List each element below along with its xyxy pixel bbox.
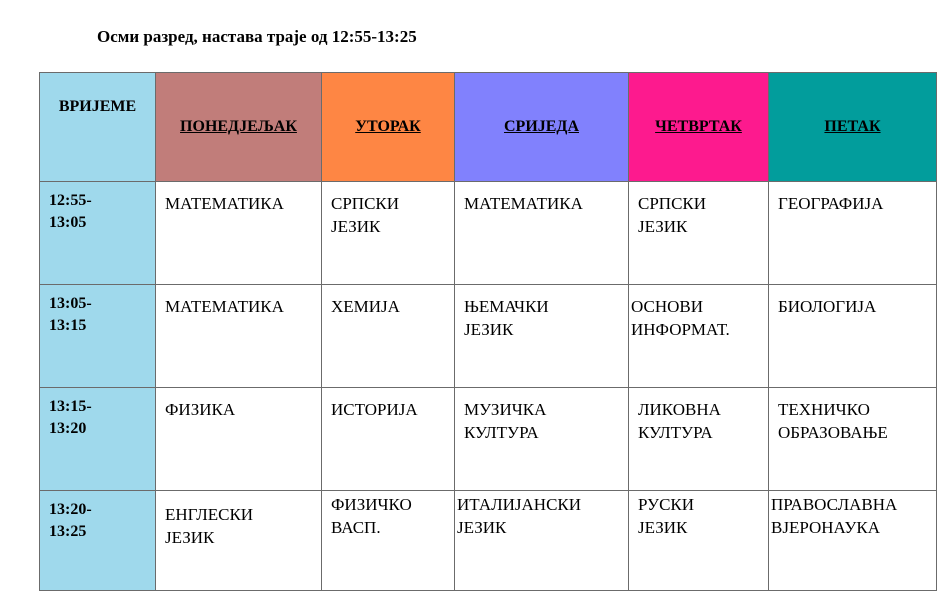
lesson-cell: МАТЕМАТИКА [165, 297, 284, 316]
lesson-cell: ИТАЛИЈАНСКИ ЈЕЗИК [457, 495, 582, 537]
page-title: Осми разред, настава траје од 12:55-13:25 [97, 27, 417, 46]
lesson-cell: ФИЗИКА [165, 400, 236, 419]
schedule-table [39, 72, 937, 591]
time-cell: 13:20- 13:25 [40, 491, 156, 591]
lesson-cell: ФИЗИЧКО ВАСП. [331, 495, 412, 537]
lesson-cell: БИОЛОГИЈА [778, 297, 877, 316]
table-row [40, 182, 937, 285]
header-monday: ПОНЕДЈЕЉАК [156, 73, 322, 182]
lesson-cell: ТЕХНИЧКО ОБРАЗОВАЊЕ [778, 400, 888, 442]
time-cell: 12:55- 13:05 [40, 182, 156, 285]
lesson-cell: МАТЕМАТИКА [165, 194, 284, 213]
time-cell: 13:15- 13:20 [40, 388, 156, 491]
lesson-cell: ГЕОГРАФИЈА [778, 194, 884, 213]
lesson-cell: ЕНГЛЕСКИ ЈЕЗИК [165, 505, 254, 547]
header-time: ВРИЈЕМЕ [40, 73, 156, 182]
lesson-cell: ОСНОВИ ИНФОРМАТ. [631, 297, 730, 339]
lesson-cell: СРПСКИ ЈЕЗИК [638, 194, 707, 236]
lesson-cell: МУЗИЧКА КУЛТУРА [464, 400, 547, 442]
table-row [40, 285, 937, 388]
header-thursday: ЧЕТВРТАК [629, 73, 769, 182]
lesson-cell: СРПСКИ ЈЕЗИК [331, 194, 400, 236]
lesson-cell: ПРАВОСЛАВНА ВЈЕРОНАУКА [771, 495, 898, 537]
time-cell: 13:05- 13:15 [40, 285, 156, 388]
header-wednesday: СРИЈЕДА [455, 73, 629, 182]
lesson-cell: ЊЕМАЧКИ ЈЕЗИК [464, 297, 549, 339]
lesson-cell: ЛИКОВНА КУЛТУРА [638, 400, 721, 442]
lesson-cell: МАТЕМАТИКА [464, 194, 583, 213]
table-row [40, 388, 937, 491]
lesson-cell: ИСТОРИЈА [331, 400, 418, 419]
lesson-cell: РУСКИ ЈЕЗИК [638, 495, 695, 537]
table-row [40, 491, 937, 591]
lesson-cell: ХЕМИЈА [331, 297, 400, 316]
header-friday: ПЕТАК [769, 73, 937, 182]
header-row [40, 73, 937, 182]
header-tuesday: УТОРАК [322, 73, 455, 182]
